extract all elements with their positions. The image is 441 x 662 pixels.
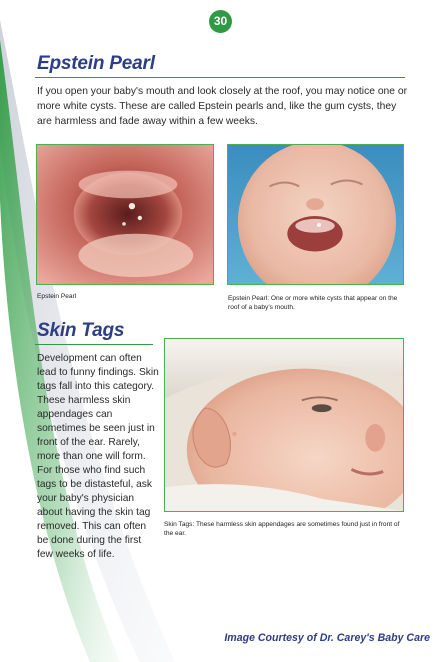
- section-rule: [35, 77, 405, 78]
- epstein-pearl-paragraph: If you open your baby's mouth and look closely at the roof, you may notice one or more white cysts. These are called Epstein pearls and, like the gum cysts, they are harmless and fade away within a few weeks.: [37, 86, 408, 127]
- caption-skin-tags: Skin Tags: These harmless skin appendages are sometimes found just in front of the ear.: [164, 521, 400, 537]
- caption-epstein-pearl-left: Epstein Pearl: [37, 293, 77, 300]
- image-credit: Image Courtesy of Dr. Carey's Baby Care: [224, 632, 430, 644]
- section-title-epstein-pearl: Epstein Pearl: [37, 53, 155, 74]
- photo-epstein-pearl-baby: [227, 144, 404, 285]
- photo-skin-tags-baby: [164, 338, 404, 512]
- skin-tags-paragraph: Development can often lead to funny findings. Skin tags fall into this category. These harmless skin appendages can sometimes be seen just in front of the ear. Rarely, more than one will form. For those who find such tags to be distasteful, ask your baby's physician about having the skin tag removed. This can often be done during the first few weeks of life.: [37, 353, 159, 560]
- section-rule: [35, 344, 153, 345]
- section-title-skin-tags: Skin Tags: [37, 320, 125, 341]
- page-number-badge: 30: [209, 10, 232, 33]
- caption-epstein-pearl-right: Epstein Pearl: One or more white cysts that appear on the roof of a baby's mouth.: [228, 295, 398, 311]
- photo-epstein-pearl-mouth: [36, 144, 214, 285]
